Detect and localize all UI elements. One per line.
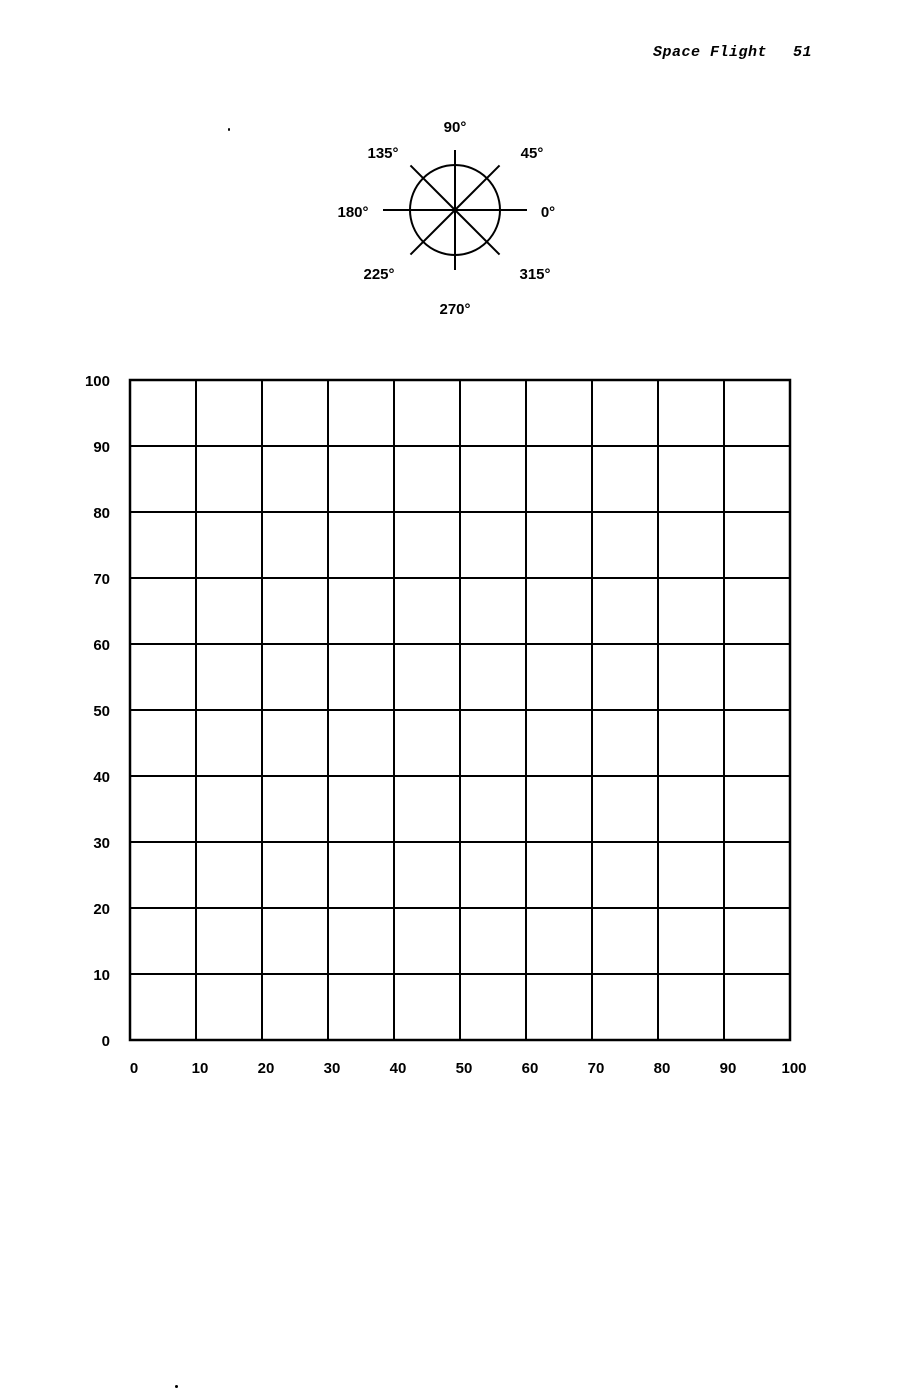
x-tick-label: 40 bbox=[389, 1060, 407, 1077]
compass-label-45: 45° bbox=[520, 145, 544, 162]
x-tick-label: 70 bbox=[587, 1060, 605, 1077]
x-tick-label: 100 bbox=[781, 1060, 807, 1077]
y-tick-label: 0 bbox=[101, 1033, 110, 1050]
x-tick-label: 20 bbox=[257, 1060, 275, 1077]
x-tick-label: 80 bbox=[653, 1060, 671, 1077]
x-tick-label: 30 bbox=[323, 1060, 341, 1077]
y-tick-label: 60 bbox=[93, 637, 110, 654]
y-tick-label: 70 bbox=[93, 571, 110, 588]
x-tick-label: 60 bbox=[521, 1060, 539, 1077]
compass-label-0: 0° bbox=[540, 204, 556, 221]
compass-label-135: 135° bbox=[367, 145, 399, 162]
compass-label-315: 315° bbox=[519, 266, 551, 283]
y-tick-label: 100 bbox=[84, 373, 110, 390]
running-title: Space Flight bbox=[652, 44, 767, 61]
x-tick-label: 0 bbox=[129, 1060, 139, 1077]
y-tick-label: 10 bbox=[93, 967, 110, 984]
y-tick-label: 30 bbox=[93, 835, 110, 852]
y-tick-label: 80 bbox=[93, 505, 110, 522]
x-tick-label: 50 bbox=[455, 1060, 473, 1077]
compass-label-180: 180° bbox=[337, 204, 369, 221]
x-tick-label: 10 bbox=[191, 1060, 209, 1077]
stray-mark bbox=[228, 128, 230, 131]
compass-label-270: 270° bbox=[439, 301, 471, 318]
y-tick-label: 40 bbox=[93, 769, 110, 786]
compass-label-90: 90° bbox=[443, 119, 467, 136]
stray-mark bbox=[175, 1385, 178, 1388]
page-number: 51 bbox=[792, 44, 812, 61]
y-tick-label: 90 bbox=[93, 439, 110, 456]
x-tick-label: 90 bbox=[719, 1060, 737, 1077]
y-tick-label: 20 bbox=[93, 901, 110, 918]
y-tick-label: 50 bbox=[93, 703, 110, 720]
compass-label-225: 225° bbox=[363, 266, 395, 283]
